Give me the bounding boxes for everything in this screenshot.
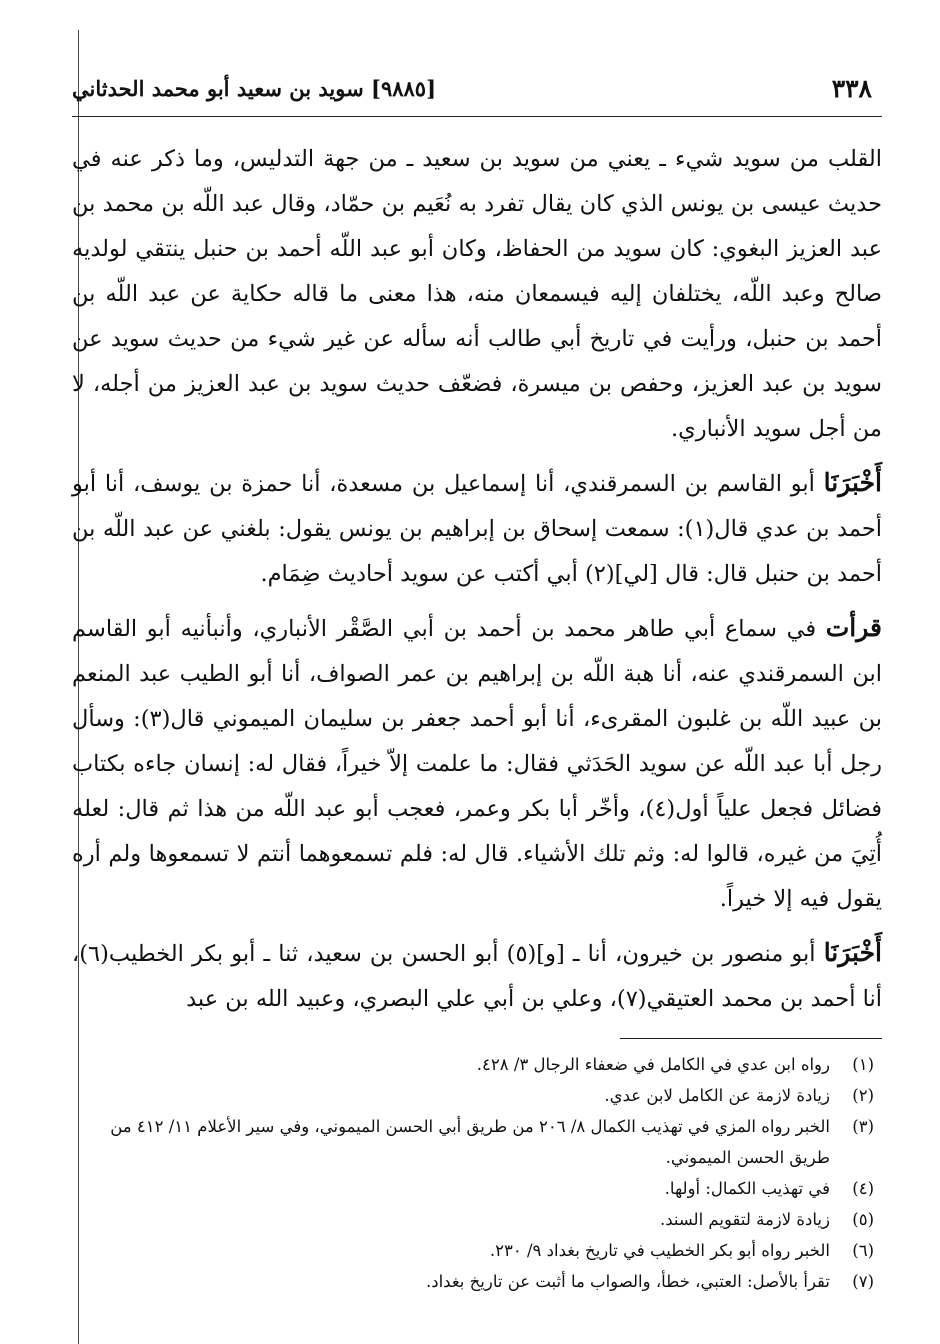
footnote-item <box>72 1235 882 1266</box>
footnote-number: (٤) <box>852 1179 874 1198</box>
page-number: ٣٣٨ <box>831 74 872 103</box>
footnote-text: الخبر رواه المزي في تهذيب الكمال ٨/ ٢٠٦ من طريق أبي الحسن الميموني، وفي سير الأعلام ١١/ ٤١٢ من طريق الحسن الميموني. <box>110 1117 830 1167</box>
footnote-item <box>72 1173 882 1204</box>
footnote-item <box>72 1049 882 1080</box>
footnote-item <box>72 1266 882 1297</box>
footnote-text: زيادة لازمة عن الكامل لابن عدي. <box>604 1086 830 1105</box>
footnote-item <box>72 1204 882 1235</box>
footnote-item <box>72 1080 882 1111</box>
page-header <box>72 60 882 117</box>
footnote-number: (٧) <box>852 1272 874 1291</box>
footnote-text: تقرأ بالأصل: العتبي، خطأ، والصواب ما أثبت عن تاريخ بغداد. <box>425 1272 830 1291</box>
footnote-text: زيادة لازمة لتقويم السند. <box>659 1210 830 1229</box>
footnote-text: رواه ابن عدي في الكامل في ضعفاء الرجال ٣/ ٤٢٨. <box>476 1055 830 1074</box>
paragraph-text: القلب من سويد شيء ـ يعني من سويد بن سعيد ـ من جهة التدليس، وما ذكر عنه في حديث عيسى بن يونس الذي كان يقال تفرد به نُعَيم بن حمّاد، وقال عبد اللّه بن محمد بن عبد العزيز البغوي: كان سويد من الحفاظ، وكان أبو عبد اللّه أحمد بن حنبل ينتقي لولديه صالح وعبد اللّه، يختلفان إليه فيسمعان منه، هذا معنى ما قاله حكاية عن عبد اللّه بن أحمد بن حنبل، ورأيت في تاريخ أبي طالب أنه سأله عن غير شيء من حديث سويد عن سويد بن عبد العزيز، وحفص بن ميسرة، فضعّف حديث سويد بن عبد العزيز من أجله، لا من أجل سويد الأنباري. <box>72 146 882 442</box>
footnote-number: (٥) <box>852 1210 874 1229</box>
paragraph-2 <box>72 460 882 597</box>
paragraph-4 <box>72 930 882 1022</box>
paragraph-text: في سماع أبي طاهر محمد بن أحمد بن أبي الصَّقْر الأنباري، وأنبأنيه أبو القاسم ابن السمرقندي عنه، أنا هبة اللّه بن إبراهيم بن عمر الصواف، أنا أبو الطيب عبد المنعم بن عبيد اللّه بن غلبون المقرىء، أنا أبو أحمد جعفر بن سليمان الميموني قال(٣): وسأل رجل أبا عبد اللّه عن سويد الحَدَثي فقال: ما علمت إلاّ خيراً، فقال له: إنسان جاءه بكتاب فضائل فجعل علياً أول(٤)، وأخّر أبا بكر وعمر، فعجب أبو عبد اللّه من هذا ثم قال: لعله أُتِيَ من غيره، قالوا له: وثم تلك الأشياء. قال له: فلم تسمعوهما أنتم لا تسمعوها ولم أره يقول فيه إلا خيراً. <box>72 616 882 912</box>
footnote-separator <box>620 1038 882 1039</box>
footnote-number: (٢) <box>852 1086 874 1105</box>
footnotes <box>72 1049 882 1297</box>
paragraph-1 <box>72 135 882 452</box>
running-title: [٩٨٨٥] سويد بن سعيد أبو محمد الحدثاني <box>72 76 436 101</box>
book-page <box>72 60 882 1297</box>
footnote-number: (١) <box>852 1055 874 1074</box>
paragraph-lead: أَخْبَرَنَا <box>823 938 883 967</box>
footnote-text: الخبر رواه أبو بكر الخطيب في تاريخ بغداد ٩/ ٢٣٠. <box>489 1241 830 1260</box>
paragraph-3 <box>72 605 882 922</box>
paragraph-lead: قرأت <box>825 613 882 642</box>
footnote-number: (٦) <box>852 1241 874 1260</box>
main-text <box>72 135 882 1022</box>
paragraph-text: أبو القاسم بن السمرقندي، أنا إسماعيل بن مسعدة، أنا حمزة بن يوسف، أنا أبو أحمد بن عدي قال(١): سمعت إسحاق بن إبراهيم بن يونس يقول: بلغني عن عبد اللّه بن أحمد بن حنبل قال: قال [لي](٢) أبي أكتب عن سويد أحاديث ضِمَام. <box>72 471 882 587</box>
footnote-item <box>72 1111 882 1173</box>
paragraph-lead: أَخْبَرَنَا <box>823 468 882 497</box>
paragraph-text: أبو منصور بن خيرون، أنا ـ [و](٥) أبو الحسن بن سعيد، ثنا ـ أبو بكر الخطيب(٦)، أنا أحمد بن محمد العتيقي(٧)، وعلي بن أبي علي البصري، وعبيد الله بن عبد <box>72 941 882 1012</box>
footnote-text: في تهذيب الكمال: أولها. <box>664 1179 830 1198</box>
footnote-number: (٣) <box>852 1117 874 1136</box>
